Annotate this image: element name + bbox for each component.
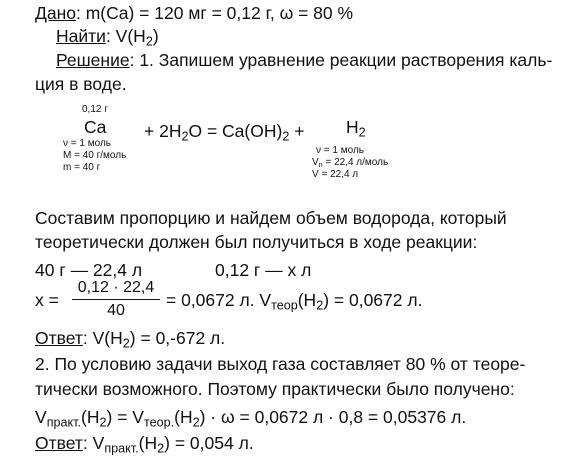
calc-numerator: 0,12 · 22,4: [77, 279, 155, 296]
h2-symbol: $H_2$: [346, 117, 366, 140]
proportion-left: 40 г — 22,4 л: [35, 260, 143, 280]
answer2-label: Ответ: [35, 433, 83, 453]
answer1-line: Ответ: $V(H_2) = 0,-672$ л.: [35, 328, 226, 351]
calc-denominator: 40: [107, 302, 125, 319]
calc-x-equals: x =: [35, 290, 59, 310]
solution-line: [56, 50, 552, 70]
find-line: [56, 26, 159, 52]
solution-label: Решение: [56, 50, 130, 70]
solution-line-cont: ция в воде.: [35, 74, 127, 94]
ca-note-molar-mass: M = 40 г/моль: [63, 150, 127, 161]
paragraph1-line1: Составим пропорцию и найдем объем водорода, который: [35, 208, 507, 228]
fraction-bar: [72, 299, 160, 300]
calc-fraction: [72, 279, 160, 320]
ca-symbol: Ca: [84, 117, 107, 137]
given-label: Дано: [35, 3, 76, 23]
given-line: [35, 3, 353, 23]
ca-note-mass: m = 40 г: [63, 162, 101, 173]
find-label: Найти: [56, 26, 106, 46]
solution-step1: : 1. Запишем уравнение реакции растворения каль-: [129, 50, 553, 70]
reaction-middle: + $2H_2O = Ca(OH)_2$ +: [144, 121, 305, 144]
paragraph2-line1: 2. По условию задачи выход газа составляет 80 % от теоре-: [35, 354, 526, 374]
given-text: : m(Ca) = 120 мг = 0,12 г, ω = 80 %: [75, 3, 354, 23]
h2-note-volume: V = 22,4 л: [312, 169, 359, 180]
paragraph1-line2: теоретически должен был получиться в ходе реакции:: [35, 232, 478, 252]
proportion-right: 0,12 г — x л: [215, 260, 312, 280]
ca-note-mol: ν = 1 моль: [63, 138, 111, 149]
h2-note-molar-volume: $V_n = 22,4$ л/моль: [312, 157, 389, 170]
paragraph2-line2: тически возможного. Поэтому практически было получено:: [35, 379, 515, 399]
find-text: : V(H: [105, 26, 146, 46]
ca-mass-label: 0,12 г: [82, 104, 108, 115]
find-sub: 2: [145, 34, 153, 49]
h2-note-mol: ν = 1 моль: [316, 145, 364, 156]
practical-line: $V_{практ.}(H_2) = V_{теор.}(H_2) \cdot \omega = 0,0672$ л · 0,8 = 0,05376 л.: [35, 407, 467, 430]
calc-result: = 0,0672 л. $V_{теор}(H_2) = 0,0672$ л.: [166, 290, 423, 313]
find-text-end: ): [152, 26, 159, 46]
answer2-line: Ответ: $V_{практ.}(H_2) = 0,054$ л.: [35, 433, 254, 456]
answer1-label: Ответ: [35, 328, 83, 348]
